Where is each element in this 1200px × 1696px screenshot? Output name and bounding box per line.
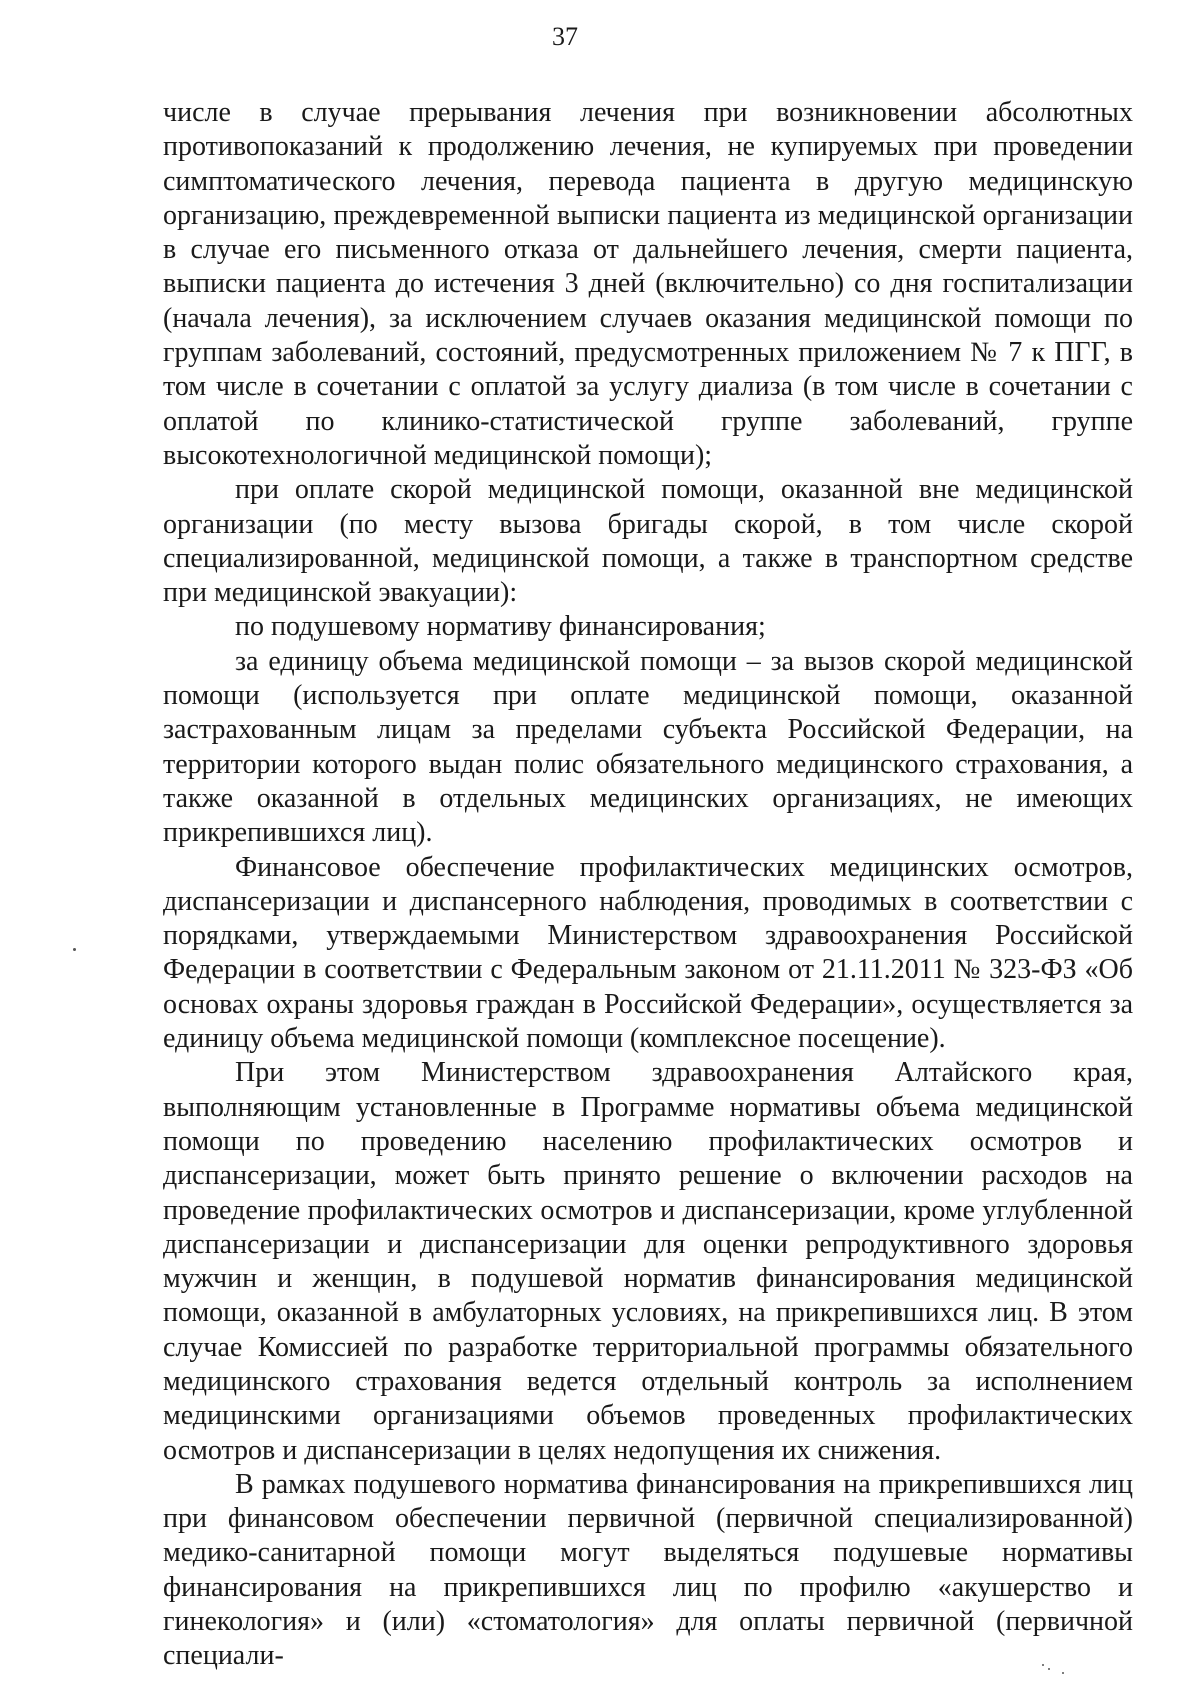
- document-body: [163, 96, 1133, 1674]
- paragraph-continuation: числе в случае прерывания лечения при возникновении абсолютных противопоказаний к продолжению лечения, не купируемых при проведении симптоматического лечения, перевода пациента в другую медицинскую организацию, преждевременной выписки пациента из медицинской организации в случае его письменного отказа от дальнейшего лечения, смерти пациента, выписки пациента до истечения 3 дней (включительно) со дня госпитализации (начала лечения), за исключением случаев оказания медицинской помощи по группам заболеваний, состояний, предусмотренных приложением № 7 к ПГГ, в том числе в сочетании с оплатой за услугу диализа (в том числе в сочетании с оплатой по клинико-статистической группе заболеваний, группе высокотехнологичной медицинской помощи);: [163, 97, 1133, 471]
- paragraph-ministry-decision: При этом Министерством здравоохранения Алтайского края, выполняющим установленные в Программе нормативы объема медицинской помощи по проведению населению профилактических осмотров и диспансеризации, может быть принято решение о включении расходов на проведение профилактических осмотров и диспансеризации, кроме углубленной диспансеризации и диспансеризации для оценки репродуктивного здоровья мужчин и женщин, в подушевой норматив финансирования медицинской помощи, оказанной в амбулаторных условиях, на прикрепившихся лиц. В этом случае Комиссией по разработке территориальной программы обязательного медицинского страхования ведется отдельный контроль за исполнением медицинскими организациями объемов проведенных профилактических осмотров и диспансеризации в целях недопущения их снижения.: [163, 1057, 1133, 1466]
- paragraph-ambulance-payment: при оплате скорой медицинской помощи, оказанной вне медицинской организации (по месту вызова бригады скорой, в том числе скорой специализированной, медицинской помощи, а также в транспортном средстве при медицинской эвакуации):: [163, 474, 1133, 609]
- page-number: 37: [552, 22, 578, 51]
- scan-speck: [1042, 1664, 1044, 1666]
- paragraph-unit-volume: за единицу объема медицинской помощи – за вызов скорой медицинской помощи (используется при оплате медицинской помощи, оказанной застрахованным лицам за пределами субъекта Российской Федерации, на территории которого выдан полис обязательного медицинского страхования, а также оказанной в отдельных медицинских организациях, не имеющих прикрепившихся лиц).: [163, 645, 1133, 849]
- scan-speck: [73, 948, 76, 951]
- paragraph-per-capita: по подушевому нормативу финансирования;: [235, 611, 766, 643]
- paragraph-per-capita-standards: В рамках подушевого норматива финансирования на прикрепившихся лиц при финансовом обеспечении первичной (первичной специализированной) медико-санитарной помощи могут выделяться подушевые нормативы финансирования на прикрепившихся лиц по профилю «акушерство и гинекология» и (или) «стоматология» для оплаты первичной (первичной специали-: [163, 1468, 1133, 1672]
- scan-speck: [1048, 1668, 1050, 1670]
- paragraph-financial-support: Финансовое обеспечение профилактических медицинских осмотров, диспансеризации и диспансерного наблюдения, проводимых в соответствии с порядками, утверждаемыми Министерством здравоохранения Российской Федерации в соответствии с Федеральным законом от 21.11.2011 № 323-ФЗ «Об основах охраны здоровья граждан в Российской Федерации», осуществляется за единицу объема медицинской помощи (комплексное посещение).: [163, 851, 1133, 1055]
- scan-speck: [1062, 1672, 1064, 1674]
